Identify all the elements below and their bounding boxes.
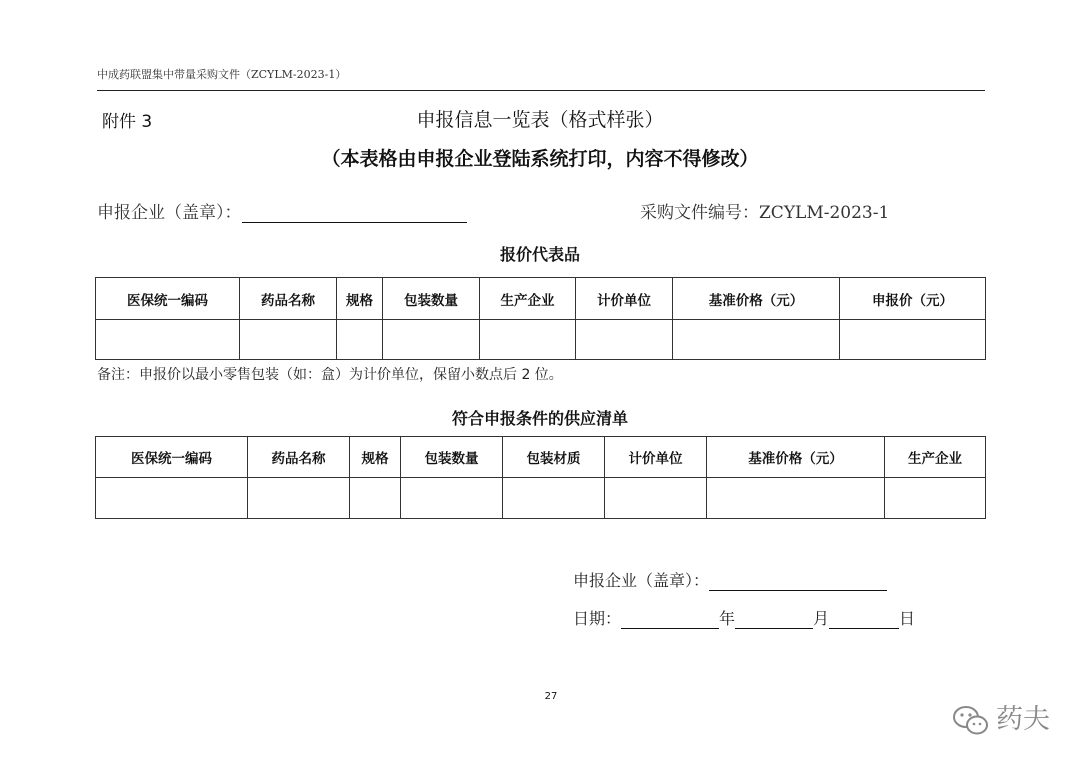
signature-date-row xyxy=(573,606,915,629)
column-header: 医保统一编码 xyxy=(96,278,240,320)
column-header: 基准价格（元） xyxy=(673,278,840,320)
column-header: 包装数量 xyxy=(383,278,480,320)
date-label: 日期： xyxy=(573,609,622,628)
page-title: 申报信息一览表（格式样张） xyxy=(416,109,664,131)
table-cell xyxy=(248,478,350,519)
month-label: 月 xyxy=(813,609,830,628)
table-cell xyxy=(383,320,480,360)
table-cell xyxy=(240,320,337,360)
header-divider xyxy=(97,90,985,91)
table2-title: 符合申报条件的供应清单 xyxy=(451,409,628,428)
table-cell xyxy=(840,320,986,360)
column-header: 生产企业 xyxy=(885,437,986,478)
table-cell xyxy=(96,478,248,519)
table-header-row xyxy=(96,437,986,478)
watermark-text: 药夫 xyxy=(996,704,1050,735)
column-header: 包装数量 xyxy=(401,437,503,478)
signature-company-row xyxy=(573,568,887,591)
table-cell xyxy=(401,478,503,519)
column-header: 基准价格（元） xyxy=(707,437,885,478)
table-row xyxy=(96,320,986,360)
column-header: 规格 xyxy=(350,437,401,478)
column-header: 规格 xyxy=(337,278,383,320)
table-cell xyxy=(605,478,707,519)
signature-company-line xyxy=(709,572,887,591)
column-header: 医保统一编码 xyxy=(96,437,248,478)
table-cell xyxy=(350,478,401,519)
document-header: 中成药联盟集中带量采购文件（ZCYLM-2023-1） xyxy=(97,68,347,81)
column-header: 计价单位 xyxy=(605,437,707,478)
company-stamp-row xyxy=(97,198,467,223)
company-stamp-label: 申报企业（盖章）： xyxy=(97,203,242,223)
column-header: 包装材质 xyxy=(503,437,605,478)
signature-company-label: 申报企业（盖章）： xyxy=(573,571,710,590)
doc-number: 采购文件编号：ZCYLM-2023-1 xyxy=(640,203,890,223)
column-header: 生产企业 xyxy=(480,278,576,320)
company-stamp-line xyxy=(242,204,467,223)
table-cell xyxy=(337,320,383,360)
table-cell xyxy=(885,478,986,519)
table-cell xyxy=(576,320,673,360)
table-row xyxy=(96,478,986,519)
month-line xyxy=(735,610,813,629)
column-header: 药品名称 xyxy=(248,437,350,478)
table-header-row xyxy=(96,278,986,320)
column-header: 药品名称 xyxy=(240,278,337,320)
year-line xyxy=(621,610,719,629)
table-cell xyxy=(673,320,840,360)
table-cell xyxy=(96,320,240,360)
page-number: 27 xyxy=(544,691,558,702)
column-header: 计价单位 xyxy=(576,278,673,320)
day-line xyxy=(829,610,899,629)
column-header: 申报价（元） xyxy=(840,278,986,320)
quote-table xyxy=(95,277,986,360)
watermark xyxy=(948,693,1048,745)
supply-table xyxy=(95,436,986,519)
attachment-label: 附件 3 xyxy=(102,112,153,132)
page-subtitle: （本表格由申报企业登陆系统打印，内容不得修改） xyxy=(321,148,759,170)
table1-title: 报价代表品 xyxy=(499,245,580,264)
wechat-icon xyxy=(948,697,994,743)
table-cell xyxy=(480,320,576,360)
year-label: 年 xyxy=(719,609,736,628)
table-note: 备注：申报价以最小零售包装（如：盒）为计价单位，保留小数点后 2 位。 xyxy=(97,367,563,383)
day-label: 日 xyxy=(899,609,916,628)
table-cell xyxy=(503,478,605,519)
table-cell xyxy=(707,478,885,519)
